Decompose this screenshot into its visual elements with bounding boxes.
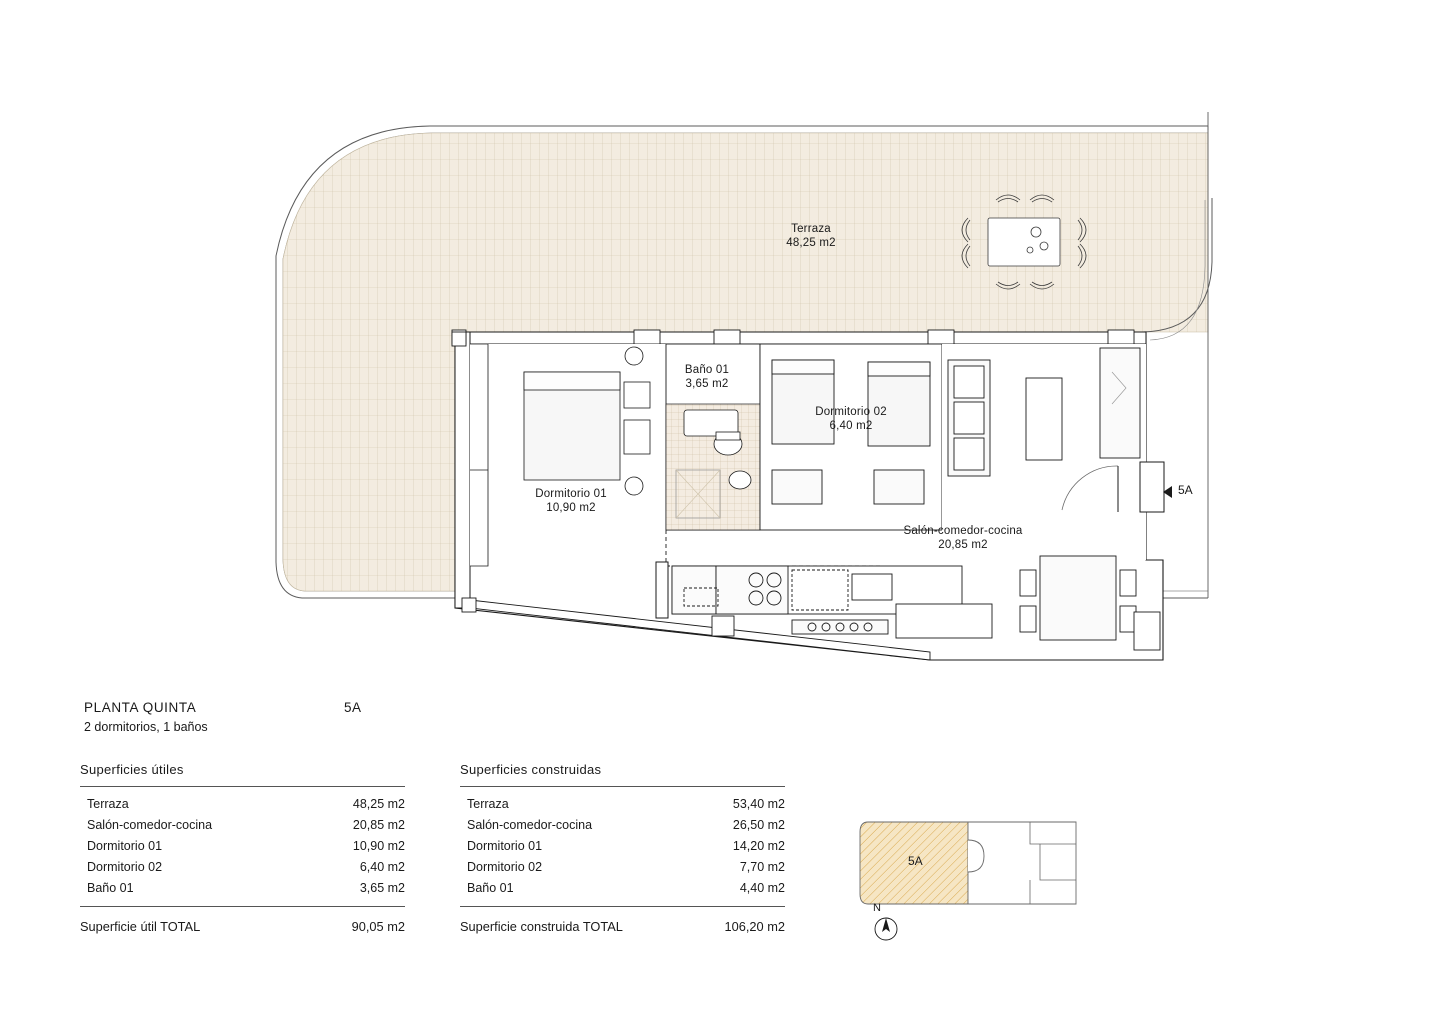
total-label: Superficie útil TOTAL	[80, 919, 201, 934]
legend-header	[84, 700, 208, 734]
label-salon	[903, 524, 1022, 552]
row-value: 3,65 m2	[359, 880, 405, 895]
table-row	[80, 814, 405, 835]
table-superficies-construidas	[460, 762, 785, 938]
row-value: 48,25 m2	[352, 796, 405, 811]
divider-bottom-utiles	[80, 906, 405, 907]
label-terraza-name: Terraza	[791, 223, 831, 235]
row-name: Dormitorio 02	[87, 859, 163, 874]
room-dormitorio-01	[470, 344, 666, 566]
row-name: Baño 01	[87, 880, 134, 895]
table-row	[460, 814, 785, 835]
unit-code: 5A	[344, 700, 362, 715]
label-bano-area: 3,65 m2	[685, 378, 729, 390]
label-dormitorio-02	[815, 405, 887, 433]
row-name: Baño 01	[467, 880, 514, 895]
row-value: 4,40 m2	[739, 880, 785, 895]
table-construidas-heading: Superficies construidas	[460, 762, 602, 777]
row-value: 7,70 m2	[739, 859, 785, 874]
row-name: Dormitorio 02	[467, 859, 543, 874]
divider-bottom-construidas	[460, 906, 785, 907]
row-value: 26,50 m2	[732, 817, 785, 832]
label-dormitorio-01	[535, 487, 607, 515]
table-row	[80, 856, 405, 877]
unit-tag-plan: 5A	[1178, 483, 1193, 497]
label-bano-01	[685, 363, 729, 391]
label-salon-area: 20,85 m2	[938, 539, 988, 551]
key-plan-block	[860, 812, 1120, 942]
total-label: Superficie construida TOTAL	[460, 919, 623, 934]
key-plan-code: 5A	[908, 854, 923, 868]
plan-subtitle: 2 dormitorios, 1 baños	[84, 720, 208, 734]
table-total-row	[460, 914, 785, 938]
row-name: Salón-comedor-cocina	[87, 817, 213, 832]
table-row	[80, 835, 405, 856]
total-value: 90,05 m2	[351, 919, 405, 934]
label-dorm2-area: 6,40 m2	[829, 420, 873, 432]
label-dorm1-name: Dormitorio 01	[535, 488, 607, 500]
row-value: 10,90 m2	[352, 838, 405, 853]
row-name: Terraza	[467, 796, 509, 811]
row-value: 20,85 m2	[352, 817, 405, 832]
divider-top-construidas	[460, 786, 785, 787]
label-terraza	[786, 222, 836, 250]
label-terraza-area: 48,25 m2	[786, 237, 836, 249]
row-name: Terraza	[87, 796, 129, 811]
row-name: Dormitorio 01	[467, 838, 543, 853]
row-value: 6,40 m2	[359, 859, 405, 874]
table-row	[80, 793, 405, 814]
row-name: Dormitorio 01	[87, 838, 163, 853]
label-salon-name: Salón-comedor-cocina	[903, 525, 1023, 537]
room-dormitorio-02	[760, 344, 942, 530]
row-value: 14,20 m2	[732, 838, 785, 853]
label-dorm1-area: 10,90 m2	[546, 502, 596, 514]
compass-north-label: N	[873, 902, 881, 914]
table-row	[460, 877, 785, 898]
table-row	[80, 877, 405, 898]
table-row	[460, 793, 785, 814]
table-utiles-heading: Superficies útiles	[80, 762, 184, 777]
row-name: Salón-comedor-cocina	[467, 817, 593, 832]
plan-title: PLANTA QUINTA	[84, 700, 197, 715]
divider-top-utiles	[80, 786, 405, 787]
label-dorm2-name: Dormitorio 02	[815, 406, 887, 418]
row-value: 53,40 m2	[732, 796, 785, 811]
total-value: 106,20 m2	[724, 919, 785, 934]
table-row	[460, 856, 785, 877]
table-total-row	[80, 914, 405, 938]
table-row	[460, 835, 785, 856]
label-bano-name: Baño 01	[684, 364, 730, 376]
table-superficies-utiles	[80, 762, 405, 938]
